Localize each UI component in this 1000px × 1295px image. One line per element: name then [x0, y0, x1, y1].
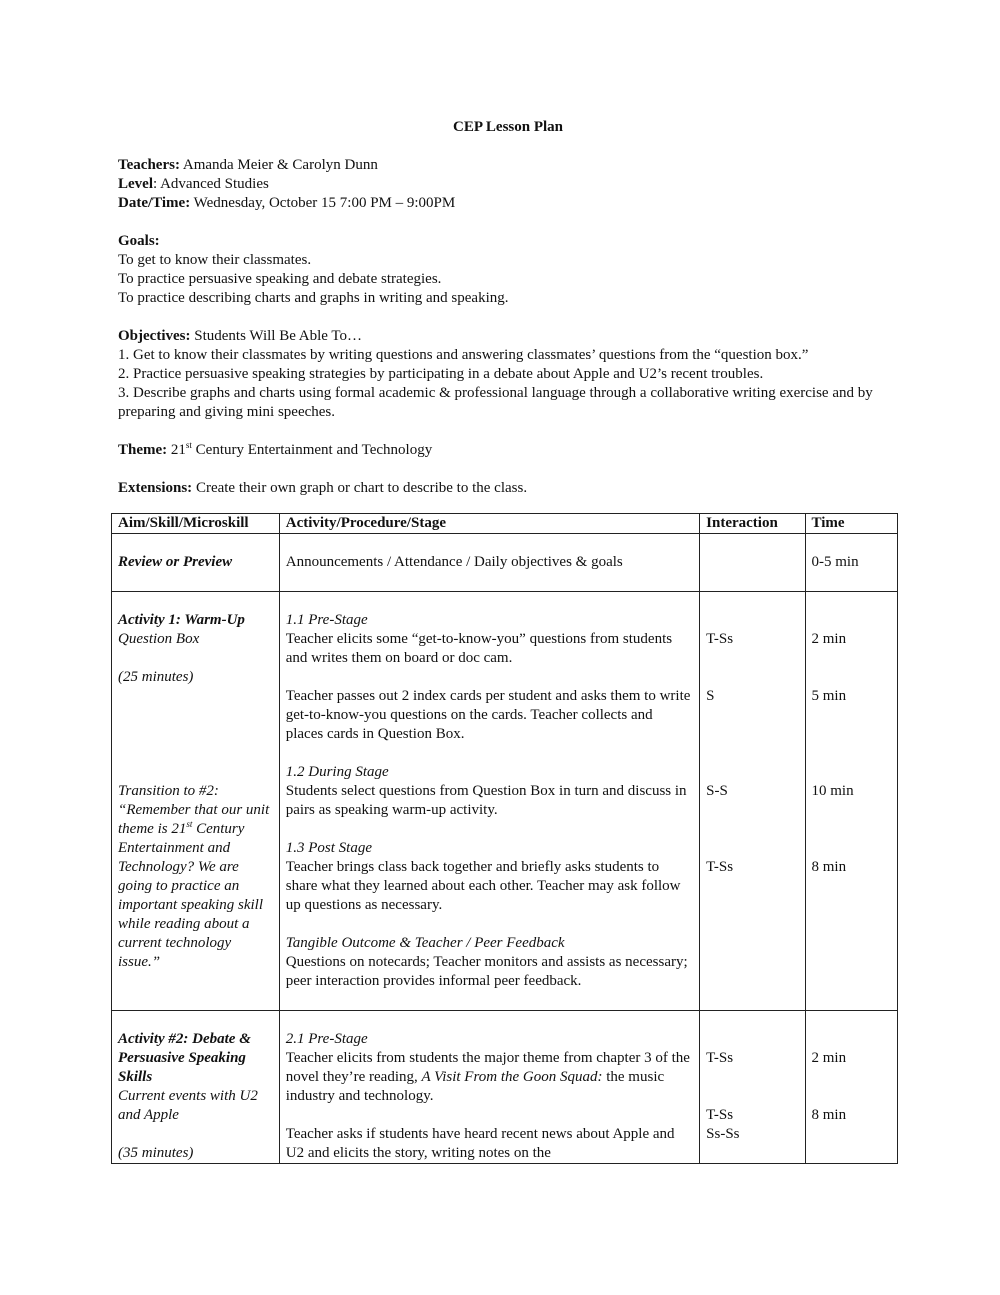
table-row-activity2 — [112, 1011, 898, 1164]
review-aim: Review or Preview — [118, 554, 233, 570]
activity1-time: 10 min — [811, 783, 854, 799]
activity1-pre-text2: Teacher passes out 2 index cards per student and asks them to write get-to-know-you questions on the cards. Teacher collects and places cards in Question Box. — [285, 688, 691, 742]
activity2-aim-title: Activity #2: Debate & Persuasive Speaking Skills — [118, 1031, 251, 1085]
header-aim: Aim/Skill/Microskill — [112, 514, 280, 534]
goal-item: To get to know their classmates. — [118, 252, 312, 268]
objectives-heading: Objectives: Students Will Be Able To… — [118, 328, 363, 344]
activity1-pre-text1: Teacher elicits some “get-to-know-you” questions from students and writes them on board or doc cam. — [285, 631, 673, 666]
level-value: : Advanced Studies — [153, 176, 269, 192]
level-label: Level — [118, 176, 153, 192]
activity1-post-text: Teacher brings class back together and briefly asks students to share what they learned about each other. Teacher may ask follow up questions as necessary. — [285, 859, 681, 913]
objective-item: 2. Practice persuasive speaking strategies by participating in a debate about Apple and U2’s recent troubles. — [118, 366, 764, 382]
activity1-interaction: S — [706, 688, 715, 704]
activity1-transition: Transition to #2: “Remember that our unit theme is 21st Century Entertainment and Technology? We are going to practice an important speaking skill while reading about a current technology issue.” — [118, 783, 270, 970]
activity2-interaction: T-Ss — [706, 1107, 734, 1123]
activity2-duration: (35 minutes) — [118, 1145, 194, 1161]
activity1-during-text: Students select questions from Question Box in turn and discuss in pairs as speaking warm-up activity. — [285, 783, 687, 818]
activity2-pre-stage: 2.1 Pre-Stage — [285, 1031, 368, 1047]
activity2-pre-text: Teacher elicits from students the major theme from chapter 3 of the novel they’re reading, A Visit From the Goon Squad: the music industry and technology. — [285, 1050, 690, 1104]
activity1-aim-title: Activity 1: Warm-Up — [118, 612, 245, 628]
review-interaction — [700, 534, 805, 592]
activity1-duration: (25 minutes) — [118, 669, 194, 685]
header-interaction: Interaction — [700, 514, 805, 534]
activity2-time: 8 min — [811, 1107, 847, 1123]
goals-heading: Goals: — [118, 233, 160, 249]
activity2-time: 2 min — [811, 1050, 847, 1066]
activity1-interaction: S-S — [706, 783, 728, 799]
activity1-outcome-label: Tangible Outcome & Teacher / Peer Feedback — [285, 935, 565, 951]
extensions-line: Extensions: Create their own graph or chart to describe to the class. — [118, 480, 528, 496]
activity1-time: 8 min — [811, 859, 847, 875]
theme-line: Theme: 21st Century Entertainment and Technology — [118, 440, 433, 458]
datetime-line — [118, 194, 898, 213]
activity1-aim-sub: Question Box — [118, 631, 200, 647]
activity2-interaction: T-Ss — [706, 1050, 734, 1066]
teachers-value: Amanda Meier & Carolyn Dunn — [179, 157, 378, 173]
activity1-outcome-text: Questions on notecards; Teacher monitors and assists as necessary; peer interaction provides informal peer feedback. — [285, 954, 688, 989]
table-row-activity1 — [112, 592, 898, 1011]
activity1-time: 2 min — [811, 631, 847, 647]
header-time: Time — [805, 514, 898, 534]
table-row-review — [112, 534, 898, 592]
review-activity: Announcements / Attendance / Daily objectives & goals — [279, 534, 699, 592]
activity1-pre-stage: 1.1 Pre-Stage — [285, 612, 368, 628]
objective-item: 3. Describe graphs and charts using formal academic & professional language through a collaborative writing exercise and by preparing and giving mini speeches. — [118, 385, 873, 420]
activity1-time: 5 min — [811, 688, 847, 704]
datetime-value: Wednesday, October 15 7:00 PM – 9:00PM — [190, 195, 456, 211]
goal-item: To practice describing charts and graphs in writing and speaking. — [118, 290, 509, 306]
teachers-label: Teachers: — [118, 157, 180, 173]
activity1-interaction: T-Ss — [706, 859, 734, 875]
teachers-line — [118, 156, 898, 175]
review-time: 0-5 min — [805, 534, 898, 592]
activity1-interaction: T-Ss — [706, 631, 734, 647]
lesson-plan-header — [118, 118, 898, 498]
table-header-row — [112, 514, 898, 534]
document-title: CEP Lesson Plan — [452, 119, 564, 135]
goal-item: To practice persuasive speaking and debate strategies. — [118, 271, 442, 287]
level-line — [118, 175, 898, 194]
activity2-pre-text2: Teacher asks if students have heard recent news about Apple and U2 and elicits the story, writing notes on the — [285, 1126, 675, 1161]
activity1-during-stage: 1.2 During Stage — [285, 764, 389, 780]
activity2-aim-sub: Current events with U2 and Apple — [118, 1088, 258, 1123]
objective-item: 1. Get to know their classmates by writing questions and answering classmates’ questions from the “question box.” — [118, 347, 809, 363]
activity1-post-stage: 1.3 Post Stage — [285, 840, 372, 856]
activity2-interaction: Ss-Ss — [706, 1126, 740, 1142]
header-activity: Activity/Procedure/Stage — [279, 514, 699, 534]
lesson-plan-table — [111, 513, 898, 1164]
datetime-label: Date/Time: — [118, 195, 191, 211]
